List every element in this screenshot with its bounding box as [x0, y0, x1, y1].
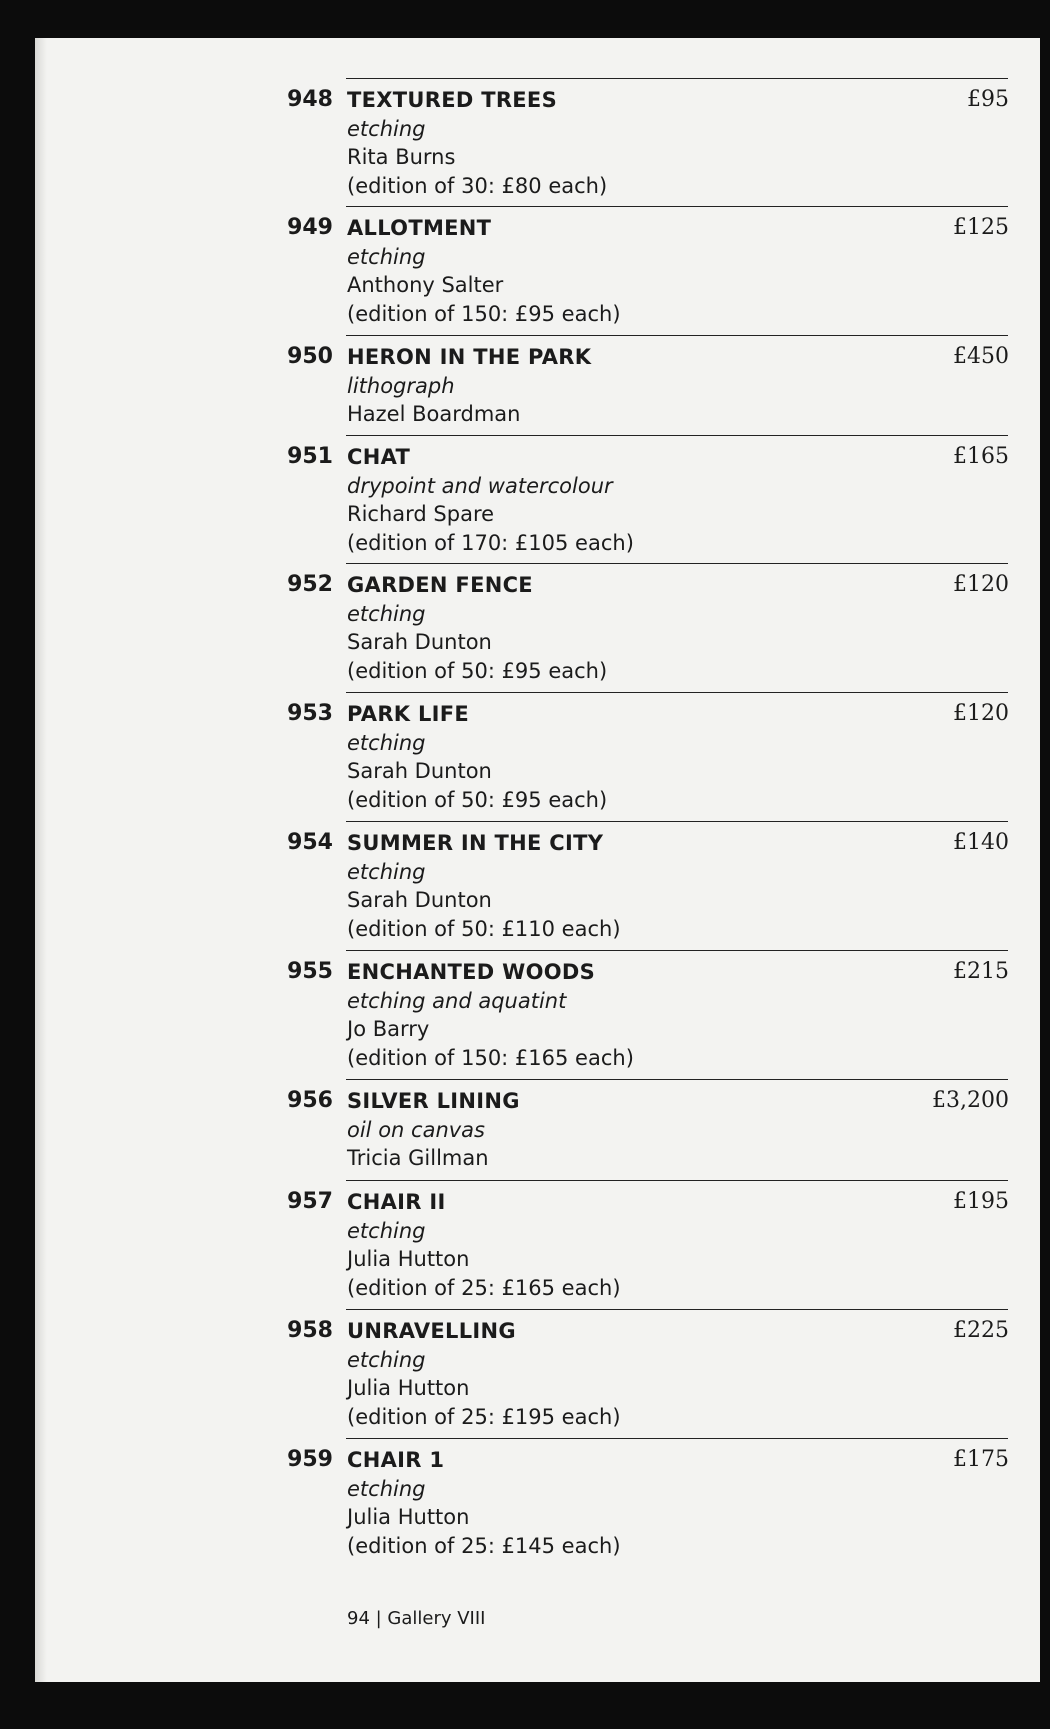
artwork-title: ALLOTMENT [347, 216, 492, 240]
artist-name: Julia Hutton [347, 1376, 470, 1400]
edition-info: (edition of 150: £95 each) [347, 301, 621, 326]
artwork-title: SUMMER IN THE CITY [347, 831, 604, 855]
edition-info: (edition of 170: £105 each) [347, 530, 634, 555]
entry-rule [346, 950, 1008, 951]
artwork-price: £450 [953, 344, 1009, 369]
artwork-title: SILVER LINING [347, 1089, 520, 1113]
entry-details [347, 443, 634, 557]
artist-name: Sarah Dunton [347, 630, 492, 654]
entry-details [347, 1188, 621, 1302]
lot-number: 955 [287, 959, 333, 984]
artwork-price: £120 [953, 572, 1009, 597]
artwork-price: £175 [953, 1447, 1009, 1472]
lot-number: 949 [287, 215, 333, 240]
artwork-title: ENCHANTED WOODS [347, 960, 596, 984]
artwork-price: £140 [953, 830, 1009, 855]
entry-details [347, 86, 607, 200]
entry-rule [346, 1079, 1008, 1080]
artist-name: Julia Hutton [347, 1505, 470, 1529]
artwork-price: £120 [953, 701, 1009, 726]
artwork-medium: etching [347, 116, 426, 141]
artwork-medium: etching and aquatint [347, 988, 567, 1013]
artist-name: Sarah Dunton [347, 759, 492, 783]
entry-details [347, 958, 634, 1072]
artwork-price: £165 [953, 444, 1009, 469]
lot-number: 952 [287, 572, 333, 597]
entry-rule [346, 335, 1008, 336]
artwork-title: GARDEN FENCE [347, 573, 533, 597]
artwork-title: UNRAVELLING [347, 1319, 516, 1343]
page-edge-shadow [35, 38, 47, 1682]
edition-info: (edition of 50: £95 each) [347, 787, 608, 812]
artwork-price: £215 [953, 959, 1009, 984]
entry-rule [346, 821, 1008, 822]
lot-number: 956 [287, 1088, 333, 1113]
entry-details [347, 829, 621, 943]
entry-details [347, 1446, 621, 1560]
edition-info: (edition of 30: £80 each) [347, 173, 608, 198]
artwork-medium: etching [347, 244, 426, 269]
artwork-title: HERON IN THE PARK [347, 345, 592, 369]
entry-rule [346, 435, 1008, 436]
artist-name: Rita Burns [347, 145, 456, 169]
artwork-title: CHAIR II [347, 1190, 446, 1214]
artist-name: Hazel Boardman [347, 402, 521, 426]
lot-number: 959 [287, 1447, 333, 1472]
artwork-title: CHAIR 1 [347, 1448, 445, 1472]
lot-number: 954 [287, 830, 333, 855]
entry-details [347, 343, 591, 429]
entry-rule [346, 1309, 1008, 1310]
entry-rule [346, 1438, 1008, 1439]
artwork-medium: etching [347, 1476, 426, 1501]
entry-details [347, 1317, 621, 1431]
artist-name: Jo Barry [347, 1017, 430, 1041]
lot-number: 958 [287, 1318, 333, 1343]
artwork-title: TEXTURED TREES [347, 88, 558, 112]
artist-name: Sarah Dunton [347, 888, 492, 912]
page-footer: 94 | Gallery VIII [347, 1608, 486, 1629]
edition-info: (edition of 25: £145 each) [347, 1533, 621, 1558]
lot-number: 953 [287, 701, 333, 726]
entry-rule [346, 206, 1008, 207]
artwork-price: £125 [953, 215, 1009, 240]
artwork-medium: etching [347, 601, 426, 626]
artwork-title: CHAT [347, 445, 411, 469]
artwork-price: £195 [953, 1189, 1009, 1214]
artwork-medium: etching [347, 859, 426, 884]
artist-name: Julia Hutton [347, 1247, 470, 1271]
artwork-medium: etching [347, 1347, 426, 1372]
entry-details [347, 700, 607, 814]
artwork-price: £95 [967, 87, 1009, 112]
artist-name: Anthony Salter [347, 273, 504, 297]
lot-number: 950 [287, 344, 333, 369]
entry-details [347, 1087, 520, 1173]
artwork-medium: etching [347, 1218, 426, 1243]
artwork-medium: oil on canvas [347, 1117, 485, 1142]
entry-rule [346, 78, 1008, 79]
entry-rule [346, 563, 1008, 564]
entry-rule [346, 692, 1008, 693]
entry-rule [346, 1180, 1008, 1181]
entry-details [347, 214, 621, 328]
entry-details [347, 571, 607, 685]
lot-number: 957 [287, 1189, 333, 1214]
artist-name: Richard Spare [347, 502, 495, 526]
artwork-medium: drypoint and watercolour [347, 473, 613, 498]
edition-info: (edition of 50: £110 each) [347, 916, 621, 941]
edition-info: (edition of 50: £95 each) [347, 658, 608, 683]
lot-number: 951 [287, 444, 333, 469]
artwork-title: PARK LIFE [347, 702, 470, 726]
artist-name: Tricia Gillman [347, 1146, 489, 1170]
edition-info: (edition of 25: £165 each) [347, 1275, 621, 1300]
edition-info: (edition of 150: £165 each) [347, 1045, 634, 1070]
edition-info: (edition of 25: £195 each) [347, 1404, 621, 1429]
artwork-price: £3,200 [932, 1088, 1009, 1113]
lot-number: 948 [287, 87, 333, 112]
artwork-medium: etching [347, 730, 426, 755]
artwork-medium: lithograph [347, 373, 455, 398]
artwork-price: £225 [953, 1318, 1009, 1343]
